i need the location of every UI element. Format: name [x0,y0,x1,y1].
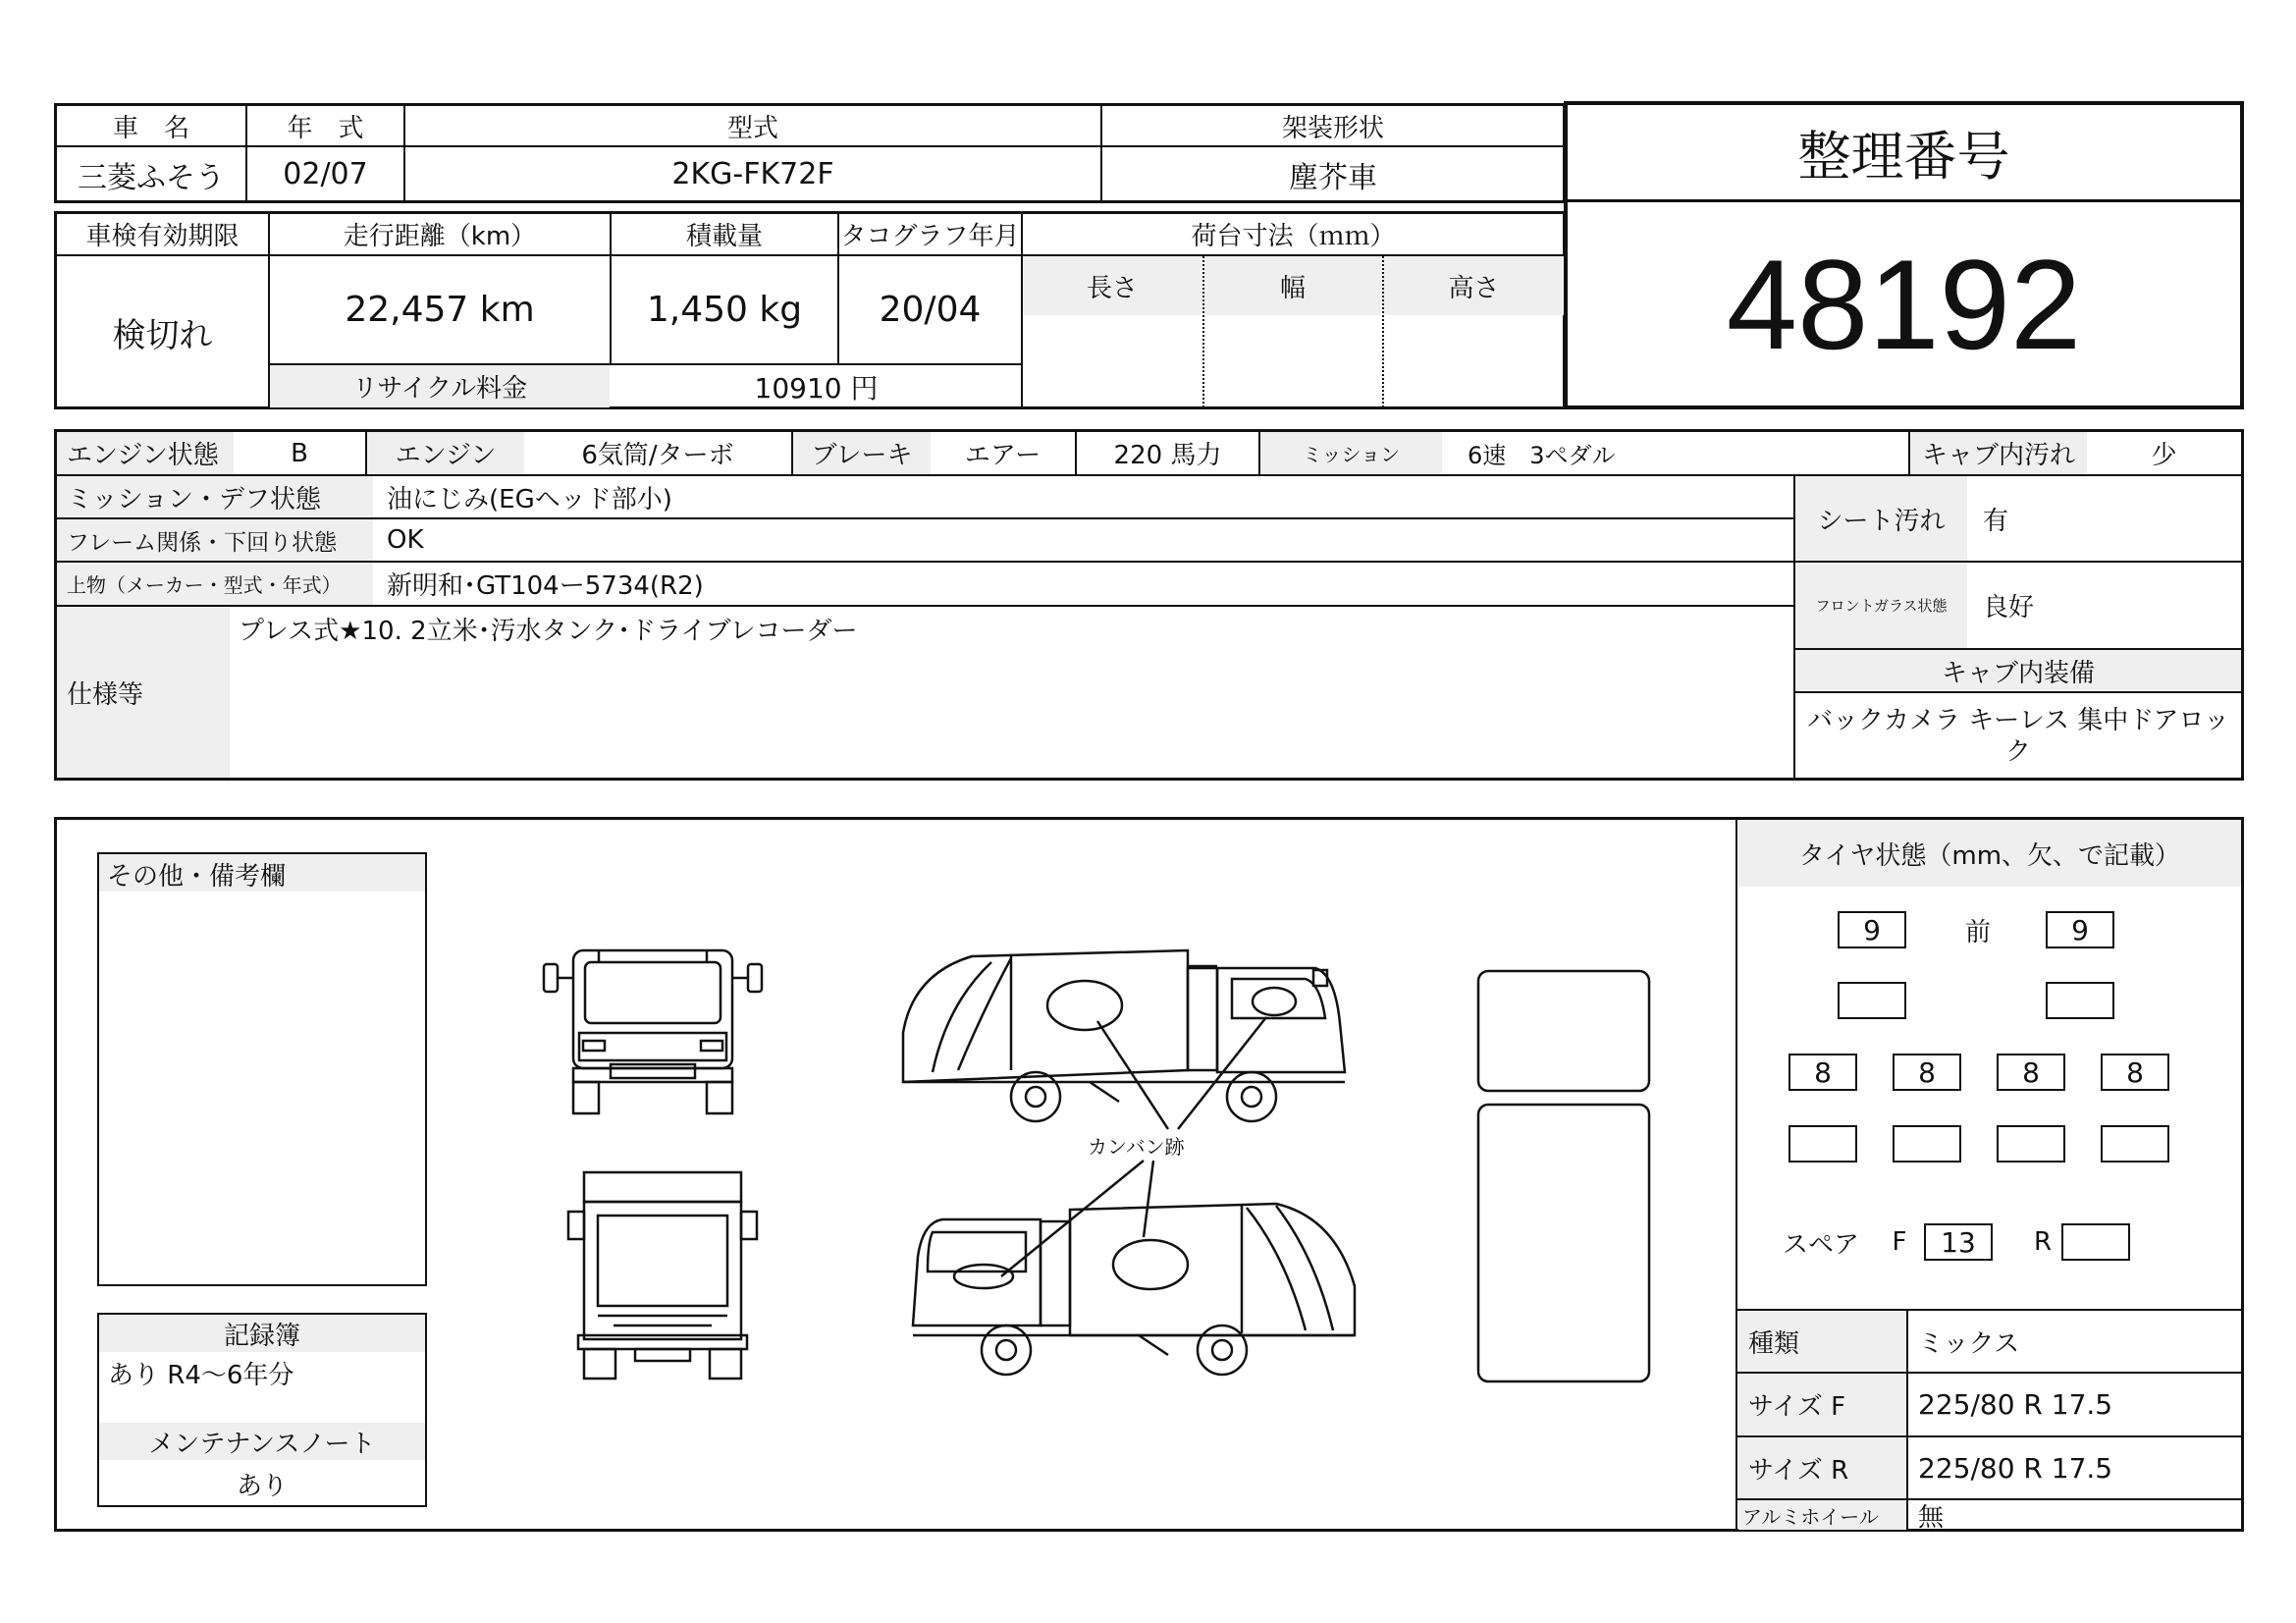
spare-f-value: 13 [1924,1223,1993,1261]
recycle-label: リサイクル料金 [270,365,610,407]
tire-front-right-2 [2046,982,2114,1019]
body-maker-label: 上物（メーカー・型式・年式） [57,563,373,605]
tire-rear-2: 8 [1893,1054,1961,1091]
year-value: 02/07 [283,157,368,191]
tire-rear-2-2 [1893,1125,1961,1163]
horsepower-value: 220 馬力 [1113,441,1222,470]
recycle-value: 10910 円 [754,371,879,405]
mission-diff-label: ミッション・デフ状態 [57,476,373,517]
brake-label: ブレーキ [793,432,931,474]
engine-state-label: エンジン状態 [57,432,234,474]
tire-front-left-2 [1838,982,1906,1019]
tire-front-right: 9 [2046,911,2114,948]
serial-number: 48192 [1726,232,2082,376]
seat-dirt-label: シート汚れ [1795,476,1967,561]
tire-rear-3-2 [1997,1125,2065,1163]
year-label: 年 式 [287,113,364,143]
tire-rear-4: 8 [2101,1054,2169,1091]
serial-title: 整理番号 [1797,125,2010,188]
truck-rear-view-diagram [555,1168,780,1384]
body-maker-value: 新明和･GT104ー5734(R2) [387,571,704,601]
truck-side-view-right-diagram [893,1198,1364,1384]
remarks-box [97,852,427,1286]
tire-front-left: 9 [1838,911,1906,948]
body-type-value: 塵芥車 [1289,160,1377,195]
load-label: 積載量 [685,222,763,251]
model-value: 2KG-FK72F [671,157,834,191]
width-label: 幅 [1204,256,1381,315]
cargo-dims-label: 荷台寸法（ｍｍ） [1191,222,1396,251]
engine-value: 6気筒/ターボ [581,441,734,470]
frame-value: OK [387,525,424,555]
spare-f-label: F [1892,1227,1907,1257]
cab-dirt-label: キャブ内汚れ [1910,432,2087,474]
spare-r-label: R [2033,1227,2053,1257]
tachograph-label: タコグラフ年月 [840,222,1020,251]
tire-size-r-value: 225/80 R 17.5 [1918,1451,2113,1485]
cab-equipment-value: バックカメラ キーレス 集中ドアロック [1807,705,2229,767]
inspection-value: 検切れ [112,315,213,355]
mission-diff-value: 油にじみ(EGヘッド部小) [387,484,672,514]
windshield-label: フロントガラス状態 [1795,563,1967,648]
car-name-label: 車 名 [112,113,189,143]
seat-dirt-value: 有 [1983,506,2009,536]
load-value: 1,450 kg [646,290,803,330]
spec-value: プレス式★10. 2立米･汚水タンク･ドライブレコーダー [239,617,858,646]
cab-equipment-label: キャブ内装備 [1795,650,2241,691]
tire-size-r-label: サイズ R [1738,1437,1906,1498]
frame-label: フレーム関係・下回り状態 [57,519,373,561]
tire-rear-3: 8 [1997,1054,2065,1091]
truck-top-view-diagram [1472,967,1659,1389]
cab-dirt-value: 少 [2151,441,2177,470]
mileage-label: 走行距離（km） [343,222,537,251]
mission-value: 6速 3ペダル [1468,442,1616,469]
car-name-value: 三菱ふそう [78,160,225,195]
tire-front-label: 前 [1964,917,1991,947]
spare-r-value [2061,1223,2130,1261]
tire-rear-1: 8 [1789,1054,1857,1091]
height-label: 高さ [1384,256,1564,315]
alloy-label: アルミホイール [1738,1500,1906,1530]
tire-size-f-value: 225/80 R 17.5 [1918,1388,2113,1421]
mission-label: ミッション [1260,432,1442,474]
model-label: 型式 [726,113,778,143]
record-value: あり R4〜6年分 [108,1361,294,1390]
spec-label: 仕様等 [57,607,230,778]
brake-value: エアー [964,441,1041,470]
tachograph-value: 20/04 [879,290,982,330]
tire-type-value: ミックス [1918,1328,2020,1359]
tire-size-f-label: サイズ F [1738,1374,1906,1435]
tire-title: タイヤ状態（mm、欠、で記載） [1738,820,2241,887]
record-label: 記録簿 [99,1315,425,1352]
remarks-label: その他・備考欄 [99,854,425,892]
tire-rear-1-2 [1789,1125,1857,1163]
inspection-label: 車検有効期限 [85,222,240,251]
tire-type-label: 種類 [1738,1311,1906,1372]
spare-label: スペア [1782,1229,1859,1260]
body-type-label: 架装形状 [1281,113,1384,143]
maintenance-label: メンテナンスノート [99,1423,425,1460]
engine-state-value: B [291,438,308,468]
mileage-value: 22,457 km [345,290,535,330]
alloy-value: 無 [1918,1502,1945,1533]
windshield-value: 良好 [1983,593,2035,622]
truck-front-view-diagram [540,943,766,1119]
engine-label: エンジン [367,432,524,474]
tire-rear-4-2 [2101,1125,2169,1163]
maintenance-value: あり [236,1471,288,1501]
kanban-annotation: カンバン跡 [1088,1135,1185,1159]
length-label: 長さ [1023,256,1201,315]
